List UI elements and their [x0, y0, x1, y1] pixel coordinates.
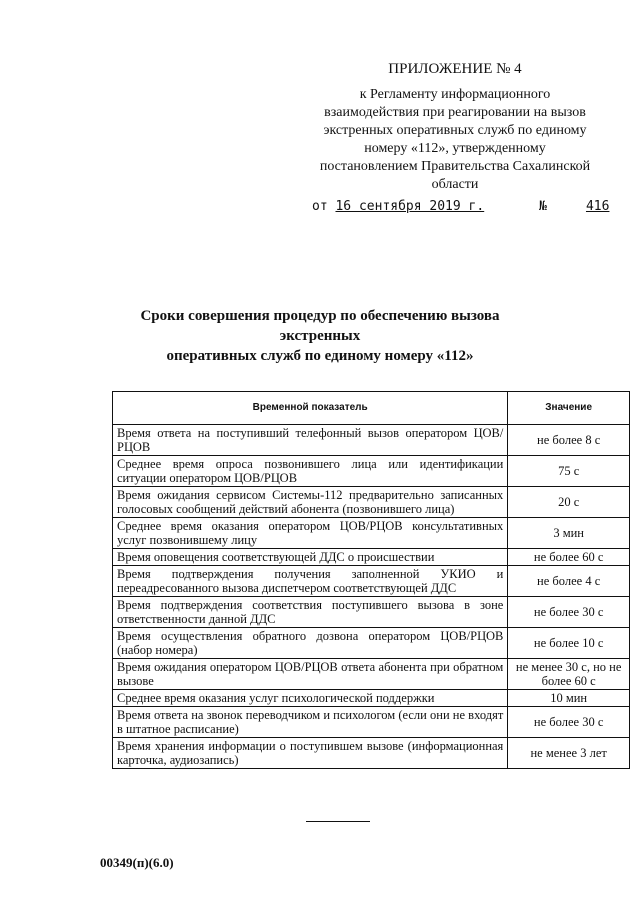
annex-line: области [431, 177, 479, 192]
indicator-cell: Время ожидания сервисом Системы-112 предварительно записанных голосовых сообщений действий абонента (позвонившего лица) [113, 487, 508, 518]
indicator-cell: Время оповещения соответствующей ДДС о происшествии [113, 549, 508, 566]
value-cell: 20 с [508, 487, 630, 518]
table-row [113, 518, 630, 549]
header-indicator: Временной показатель [113, 392, 508, 425]
value-cell: не более 10 с [508, 628, 630, 659]
table-row [113, 659, 630, 690]
annex-title: ПРИЛОЖЕНИЕ № 4 [388, 61, 522, 77]
annex-line: взаимодействия при реагировании на вызов [324, 105, 586, 120]
indicator-cell: Время ответа на звонок переводчиком и психологом (если они не входят в штатное расписание) [113, 707, 508, 738]
indicator-cell: Время ответа на поступивший телефонный вызов оператором ЦОВ/РЦОВ [113, 425, 508, 456]
resolution-dateline [300, 198, 610, 216]
table-row [113, 738, 630, 769]
value-cell: не более 8 с [508, 425, 630, 456]
value-cell: не менее 3 лет [508, 738, 630, 769]
value-cell: не более 4 с [508, 566, 630, 597]
number-prefix: № [539, 199, 547, 214]
annex-line: к Регламенту информационного [359, 87, 551, 102]
heading-line: оперативных служб по единому номеру «112» [166, 348, 474, 364]
value-cell: 75 с [508, 456, 630, 487]
timing-table [112, 391, 630, 769]
value-cell: не более 30 с [508, 597, 630, 628]
heading-line: Сроки совершения процедур по обеспечению вызова экстренных [140, 308, 500, 344]
indicator-cell: Время подтверждения соответствия поступившего вызова в зоне ответственности данной ДДС [113, 597, 508, 628]
indicator-cell: Время хранения информации о поступившем вызове (информационная карточка, аудиозапись) [113, 738, 508, 769]
table-header-row [113, 392, 630, 425]
annex-line: постановлением Правительства Сахалинской [319, 159, 591, 174]
table-row [113, 628, 630, 659]
header-value: Значение [508, 392, 630, 425]
table-row [113, 566, 630, 597]
value-cell: не более 30 с [508, 707, 630, 738]
table-row [113, 549, 630, 566]
table-row [113, 487, 630, 518]
table-row [113, 707, 630, 738]
value-cell: 10 мин [508, 690, 630, 707]
table-row [113, 456, 630, 487]
value-cell: не менее 30 с, но не более 60 с [508, 659, 630, 690]
indicator-cell: Время подтверждения получения заполненной УКИО и переадресованного вызова диспетчером соответствующей ДДС [113, 566, 508, 597]
annex-block [300, 60, 610, 216]
indicator-cell: Время осуществления обратного дозвона оператором ЦОВ/РЦОВ (набор номера) [113, 628, 508, 659]
indicator-cell: Среднее время оказания оператором ЦОВ/РЦОВ консультативных услуг позвонившему лицу [113, 518, 508, 549]
table-row [113, 425, 630, 456]
date-prefix: от [312, 199, 328, 214]
annex-line: номеру «112», утвержденному [364, 141, 546, 156]
table-row [113, 690, 630, 707]
value-cell: 3 мин [508, 518, 630, 549]
value-cell: не более 60 с [508, 549, 630, 566]
indicator-cell: Среднее время опроса позвонившего лица или идентификации ситуации оператором ЦОВ/РЦОВ [113, 456, 508, 487]
table-row [113, 597, 630, 628]
annex-line: экстренных оперативных служб по единому [323, 123, 587, 138]
document-heading [100, 306, 540, 366]
document-code: 00349(п)(6.0) [100, 855, 174, 870]
indicator-cell: Среднее время оказания услуг психологической поддержки [113, 690, 508, 707]
resolution-date: 16 сентября 2019 г. [335, 199, 485, 214]
indicator-cell: Время ожидания оператором ЦОВ/РЦОВ ответа абонента при обратном вызове [113, 659, 508, 690]
resolution-number: 416 [585, 199, 610, 214]
signature-divider [306, 821, 370, 822]
